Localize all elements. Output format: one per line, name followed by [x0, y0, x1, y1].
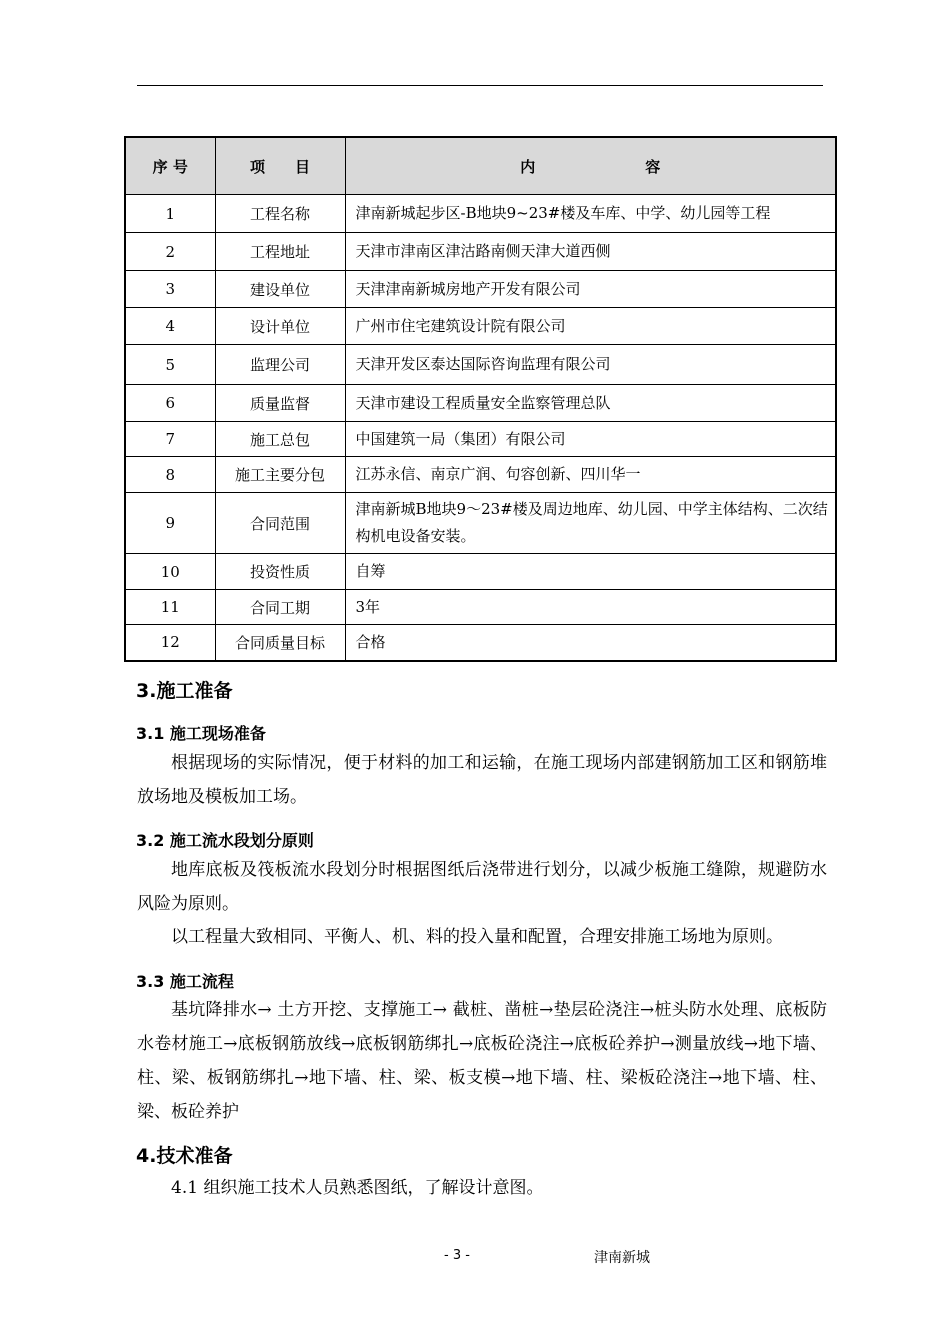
- table-row: [125, 385, 836, 422]
- cell-no: 6: [125, 385, 215, 422]
- header-item: 项 目: [215, 137, 345, 195]
- cell-item: 设计单位: [215, 308, 345, 345]
- cell-content: 天津市津南区津沽路南侧天津大道西侧: [345, 233, 836, 271]
- cell-content: 广州市住宅建筑设计院有限公司: [345, 308, 836, 345]
- cell-no: 12: [125, 625, 215, 661]
- project-info-table: [124, 136, 837, 662]
- header-content: [345, 137, 836, 195]
- table-row: [125, 233, 836, 271]
- cell-item: 合同工期: [215, 590, 345, 625]
- cell-no: 3: [125, 271, 215, 308]
- cell-content: 自筹: [345, 554, 836, 590]
- section3-title: 3.施工准备: [136, 680, 233, 702]
- cell-no: 5: [125, 345, 215, 385]
- footer-project-name: 津南新城: [594, 1250, 650, 1266]
- cell-content: 津南新城B地块9～23#楼及周边地库、幼儿园、中学主体结构、二次结构机电设备安装。: [345, 493, 836, 554]
- section32-title: 3.2 施工流水段划分原则: [136, 831, 314, 850]
- cell-no: 9: [125, 493, 215, 554]
- section31-paragraph: 根据现场的实际情况，便于材料的加工和运输，在施工现场内部建钢筋加工区和钢筋堆放场地及模板加工场。: [137, 753, 827, 807]
- cell-no: 10: [125, 554, 215, 590]
- table-row: [125, 554, 836, 590]
- cell-no: 7: [125, 422, 215, 457]
- table-row: [125, 422, 836, 457]
- cell-content: 3年: [345, 590, 836, 625]
- cell-item: 质量监督: [215, 385, 345, 422]
- cell-content: 江苏永信、南京广润、句容创新、四川华一: [345, 457, 836, 493]
- header-rule: [137, 85, 823, 86]
- cell-item: 合同范围: [215, 493, 345, 554]
- cell-content: 合格: [345, 625, 836, 661]
- header-no: 序 号: [125, 137, 215, 195]
- section31-title: 3.1 施工现场准备: [136, 724, 266, 743]
- table-row: [125, 195, 836, 233]
- cell-item: 合同质量目标: [215, 625, 345, 661]
- cell-no: 2: [125, 233, 215, 271]
- cell-item: 施工总包: [215, 422, 345, 457]
- cell-no: 1: [125, 195, 215, 233]
- table-row: [125, 457, 836, 493]
- table-row: [125, 590, 836, 625]
- cell-content: 天津津南新城房地产开发有限公司: [345, 271, 836, 308]
- footer-page-number: - 3 -: [444, 1248, 470, 1263]
- cell-no: 11: [125, 590, 215, 625]
- table-row: [125, 625, 836, 661]
- section32-paragraph-1: 地库底板及筏板流水段划分时根据图纸后浇带进行划分，以减少板施工缝隙，规避防水风险为原则。: [137, 860, 827, 914]
- cell-content: 中国建筑一局（集团）有限公司: [345, 422, 836, 457]
- section32-paragraph-2: 以工程量大致相同、平衡人、机、料的投入量和配置，合理安排施工场地为原则。: [171, 927, 783, 947]
- section4-paragraph: 4.1 组织施工技术人员熟悉图纸，了解设计意图。: [171, 1178, 544, 1198]
- cell-content: 天津开发区泰达国际咨询监理有限公司: [345, 345, 836, 385]
- section4-title: 4.技术准备: [136, 1145, 233, 1167]
- table-header-row: [125, 137, 836, 195]
- cell-item: 施工主要分包: [215, 457, 345, 493]
- table-row: [125, 345, 836, 385]
- cell-content: 天津市建设工程质量安全监察管理总队: [345, 385, 836, 422]
- cell-content: 津南新城起步区-B地块9~23#楼及车库、中学、幼儿园等工程: [345, 195, 836, 233]
- cell-no: 8: [125, 457, 215, 493]
- section33-paragraph: 基坑降排水→ 土方开挖、支撑施工→ 截桩、凿桩→垫层砼浇注→桩头防水处理、底板防水卷材施工→底板钢筋放线→底板钢筋绑扎→底板砼浇注→底板砼养护→测量放线→地下墙、柱、梁、板钢筋绑扎→地下墙、柱、梁、板支模→地下墙、柱、梁板砼浇注→地下墙、柱、梁、板砼养护: [137, 1000, 827, 1122]
- table-row: [125, 308, 836, 345]
- cell-item: 建设单位: [215, 271, 345, 308]
- header-content-b: 容: [645, 157, 661, 176]
- cell-item: 监理公司: [215, 345, 345, 385]
- table-row: [125, 271, 836, 308]
- cell-item: 投资性质: [215, 554, 345, 590]
- header-content-a: 内: [520, 157, 536, 176]
- section33-title: 3.3 施工流程: [136, 972, 234, 991]
- cell-no: 4: [125, 308, 215, 345]
- table-row: [125, 493, 836, 554]
- cell-item: 工程名称: [215, 195, 345, 233]
- cell-item: 工程地址: [215, 233, 345, 271]
